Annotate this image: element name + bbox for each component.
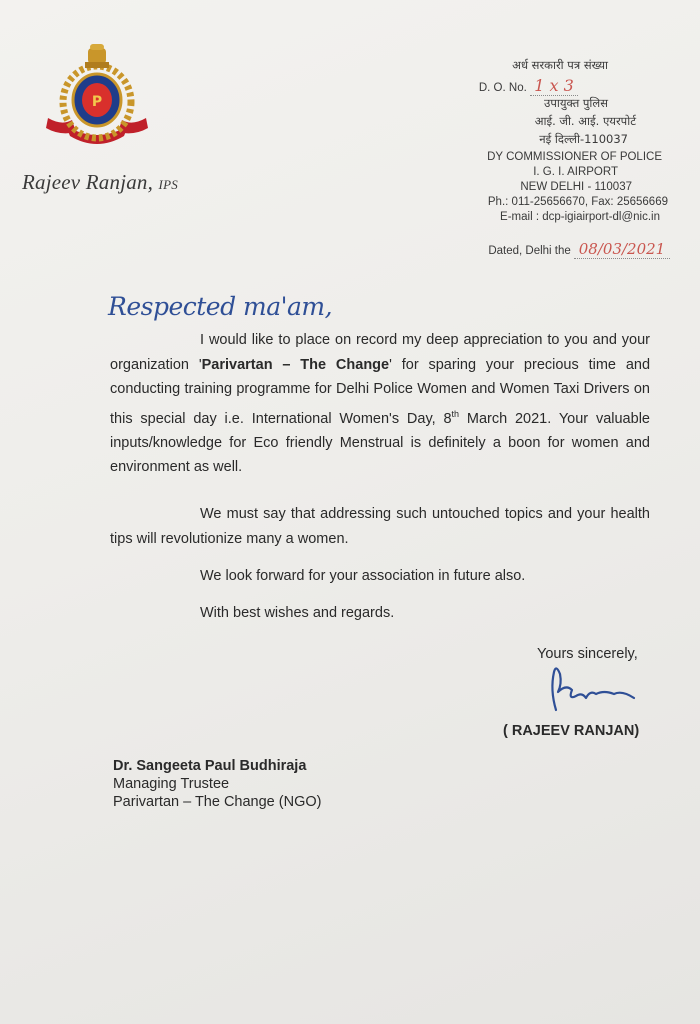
do-number-row: [479, 76, 578, 96]
recipient-title: Managing Trustee: [113, 776, 230, 792]
recipient-organization: Parivartan – The Change (NGO): [113, 794, 322, 810]
delhi-police-emblem-icon: [42, 40, 152, 155]
p1-text-c: March 2021. Your valuable inputs/knowledge for Eco friendly Menstrual is definitely a boon for women and environment as well.: [110, 410, 650, 476]
sender-suffix: IPS: [158, 177, 178, 192]
email: E-mail : dcp-igiairport-dl@nic.in: [500, 211, 660, 223]
dated-row: [488, 240, 670, 259]
handwritten-signature: [542, 660, 637, 720]
city: NEW DELHI - 110037: [520, 181, 632, 193]
hindi-city: नई दिल्ली-110037: [539, 132, 628, 146]
sender-name-text: Rajeev Ranjan,: [22, 170, 154, 194]
paragraph-topics: We must say that addressing such untouched topics and your health tips will revolutionize many a women.: [110, 506, 650, 547]
p1-ordinal: th: [451, 408, 460, 419]
office: I. G. I. AIRPORT: [533, 166, 618, 178]
paragraph-wishes: With best wishes and regards.: [200, 605, 395, 621]
p1-text-a: I would like to place on record my deep appreciation to you and your organization ': [110, 332, 650, 373]
organization-name: Parivartan – The Change: [201, 356, 390, 373]
dated-value: 08/03/2021: [574, 240, 670, 259]
sender-name: [22, 170, 178, 195]
salutation: Respected ma'am,: [108, 292, 333, 321]
do-number-value: 1 x 3: [530, 76, 578, 96]
designation: DY COMMISSIONER OF POLICE: [487, 151, 662, 163]
hindi-do-label: अर्ध सरकारी पत्र संख्या: [512, 58, 608, 72]
closing: Yours sincerely,: [537, 646, 638, 662]
svg-text:P: P: [91, 94, 103, 110]
paragraph-appreciation: [110, 328, 650, 480]
hindi-office: आई. जी. आई. एयरपोर्ट: [534, 114, 636, 128]
phone: Ph.: 011-25656670, Fax: 25656669: [487, 196, 668, 208]
dated-label: Dated, Delhi the: [488, 245, 571, 257]
hindi-designation: उपायुक्त पुलिस: [544, 96, 608, 110]
p1-text-b: ' for sparing your precious time and conducting training programme for Delhi Police Women and Women Taxi Drivers on this special day i.e. International Women's Day, 8: [110, 356, 651, 427]
recipient-name: Dr. Sangeeta Paul Budhiraja: [113, 758, 307, 774]
signatory: ( RAJEEV RANJAN): [503, 723, 640, 739]
do-label: D. O. No.: [478, 82, 527, 94]
paragraph-future: We look forward for your association in future also.: [200, 568, 526, 584]
